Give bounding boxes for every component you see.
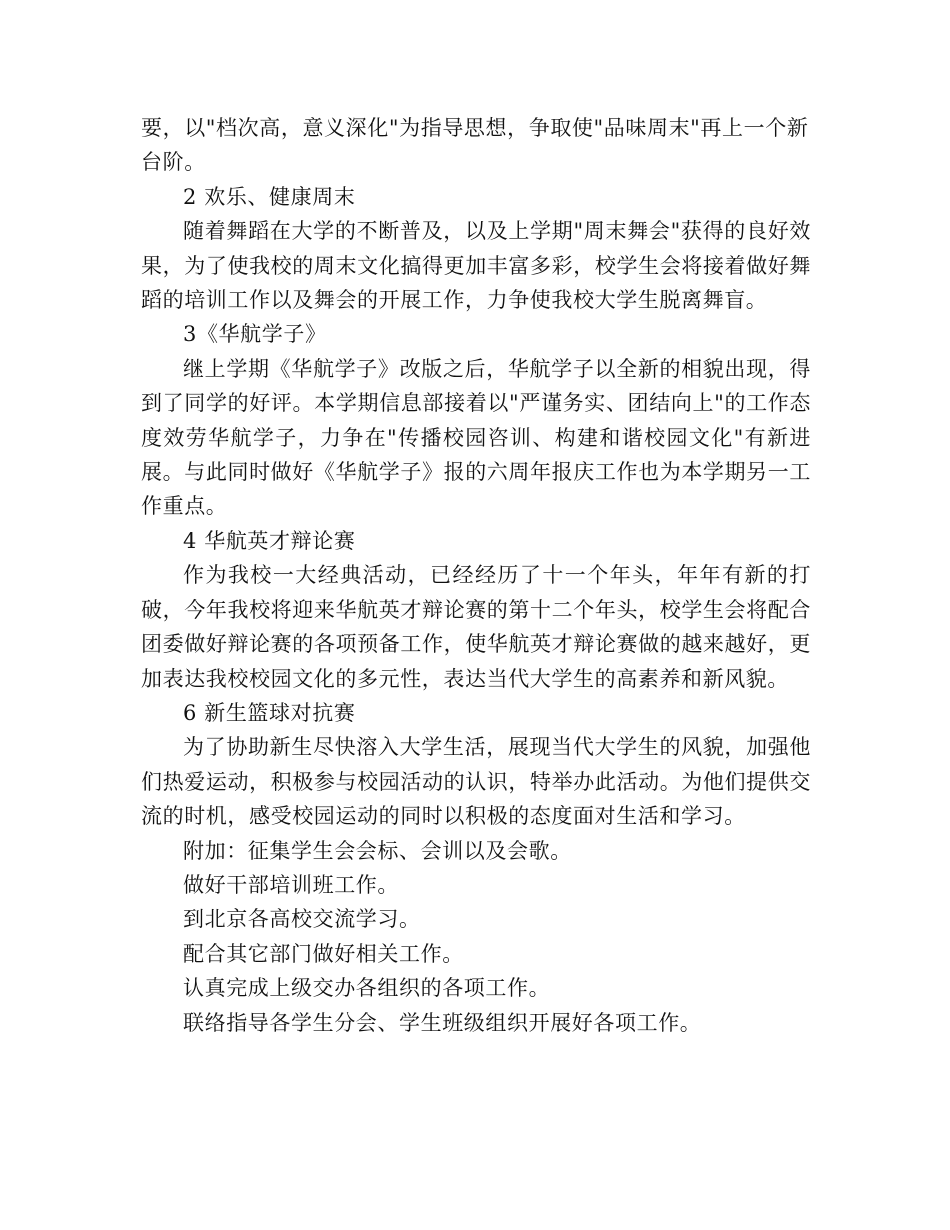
section-heading-4: 4 华航英才辩论赛 xyxy=(183,528,356,553)
paragraph-huahang-xuezi: 继上学期《华航学子》改版之后，华航学子以全新的相貌出现，得到了同学的好评。本学期信息部接着以"严谨务实、团结向上"的工作态度效劳华航学子，力争在"传播校园咨训、构建和谐校园文化"有新进展。与此同时做好《华航学子》报的六周年报庆工作也为本学期另一工作重点。 xyxy=(141,356,811,519)
list-item-guide-branches: 联络指导各学生分会、学生班级组织开展好各项工作。 xyxy=(183,1010,702,1035)
paragraph-continuation: 要，以"档次高，意义深化"为指导思想，争取使"品味周末"再上一个新台阶。 xyxy=(141,116,809,175)
list-item-cadre-training: 做好干部培训班工作。 xyxy=(183,872,399,897)
list-item-cooperate-departments: 配合其它部门做好相关工作。 xyxy=(183,941,464,966)
section-heading-6: 6 新生篮球对抗赛 xyxy=(183,700,356,725)
document-body xyxy=(141,111,811,1040)
section-heading-2: 2 欢乐、健康周末 xyxy=(183,184,356,209)
list-item-appendix: 附加：征集学生会会标、会训以及会歌。 xyxy=(183,838,572,863)
section-heading-3: 3《华航学子》 xyxy=(183,322,327,347)
paragraph-basketball: 为了协助新生尽快溶入大学生活，展现当代大学生的风貌，加强他们热爱运动，积极参与校园活动的认识，特举办此活动。为他们提供交流的时机，感受校园运动的同时以积极的态度面对生活和学习。 xyxy=(141,735,811,829)
list-item-superior-tasks: 认真完成上级交办各组织的各项工作。 xyxy=(183,976,551,1001)
paragraph-weekend-dance: 随着舞蹈在大学的不断普及，以及上学期"周末舞会"获得的良好效果，为了使我校的周末文化搞得更加丰富多彩，校学生会将接着做好舞蹈的培训工作以及舞会的开展工作，力争使我校大学生脱离舞盲。 xyxy=(141,219,811,313)
paragraph-debate-contest: 作为我校一大经典活动，已经经历了十一个年头，年年有新的打破，今年我校将迎来华航英才辩论赛的第十二个年头，校学生会将配合团委做好辩论赛的各项预备工作，使华航英才辩论赛做的越来越好，更加表达我校校园文化的多元性，表达当代大学生的高素养和新风貌。 xyxy=(141,563,811,691)
list-item-beijing-exchange: 到北京各高校交流学习。 xyxy=(183,907,421,932)
